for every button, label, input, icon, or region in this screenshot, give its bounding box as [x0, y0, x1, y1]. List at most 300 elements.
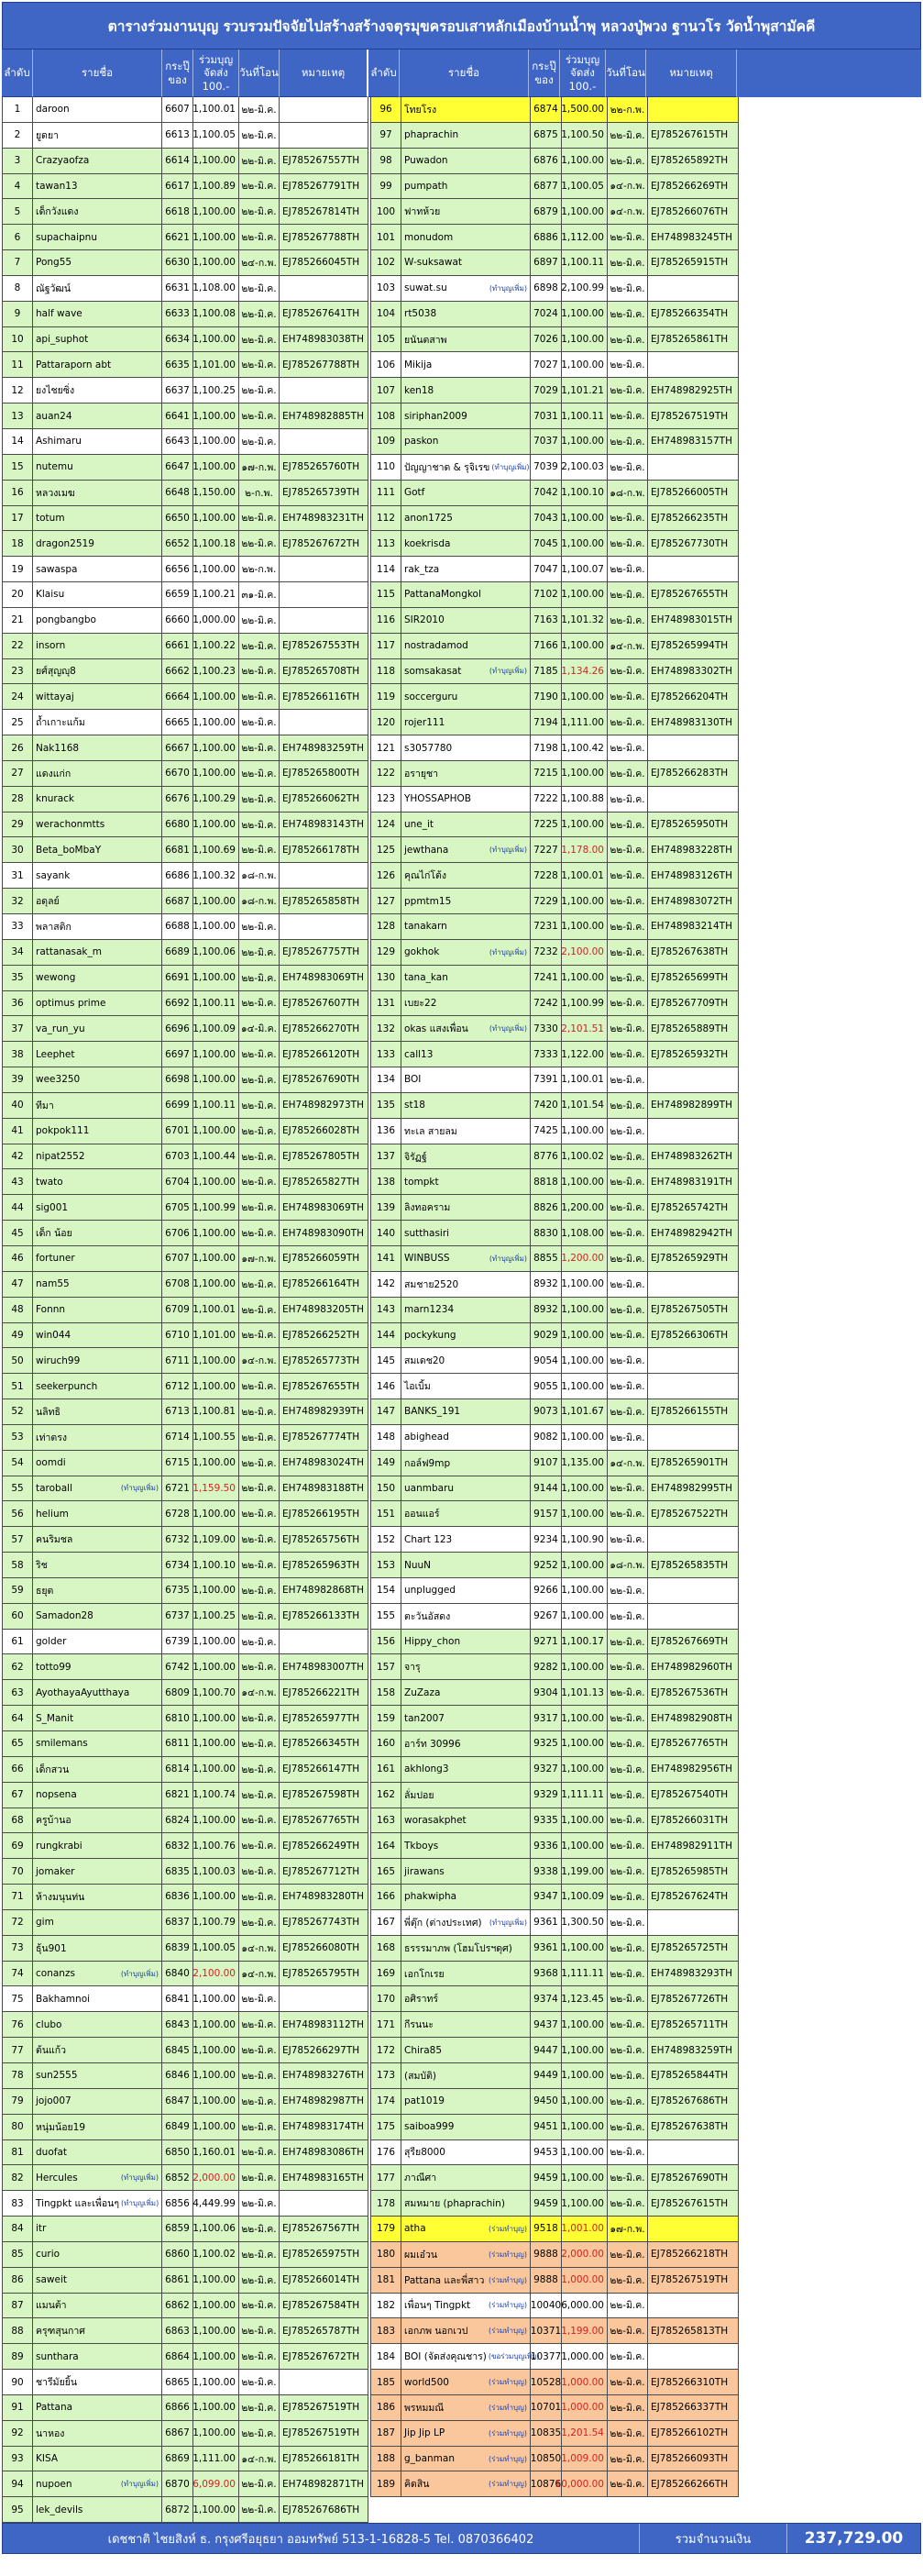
table-row [2, 123, 368, 149]
tracking-note: EJ785266249TH [280, 1833, 368, 1859]
table-row [2, 940, 368, 966]
table-row [370, 761, 739, 787]
row-index: 68 [2, 1808, 33, 1834]
tracking-note: EJ785266045TH [280, 250, 368, 276]
tracking-note: EJ785266181TH [280, 2447, 368, 2472]
donor-name: rak_tza [404, 563, 440, 575]
tracking-note: EJ785265795TH [280, 1962, 368, 1987]
transfer-date: ๒๒-มิ.ค. [239, 506, 280, 532]
order-number: 6680 [162, 813, 193, 838]
order-number: 6870 [162, 2471, 193, 2497]
donor-name-cell [33, 352, 162, 378]
transfer-date: ๒๒-มิ.ค. [239, 1476, 280, 1502]
transfer-date: ๒๒-มิ.ค. [239, 914, 280, 940]
transfer-date: ๒๒-มิ.ค. [608, 1986, 648, 2012]
donor-name: ธุ้น901 [36, 1942, 67, 1954]
transfer-date: ๒๒-มิ.ค. [608, 2471, 648, 2497]
transfer-date: ๒๒-มิ.ค. [608, 2140, 648, 2166]
table-row [370, 149, 739, 174]
transfer-date: ๒๒-มิ.ค. [239, 1986, 280, 2012]
order-number: 6647 [162, 455, 193, 481]
tracking-note: EH748982885TH [280, 404, 368, 429]
row-index: 150 [370, 1476, 401, 1502]
row-index: 23 [2, 659, 33, 685]
donor-name: ZuZaza [404, 1686, 441, 1698]
donor-name-cell [33, 455, 162, 481]
donation-amount: 1,100.21 [193, 582, 239, 608]
tracking-note [280, 2191, 368, 2217]
table-row [2, 2165, 368, 2191]
donation-amount: 1,100.29 [193, 787, 239, 813]
donation-amount: 1,200.00 [562, 1246, 608, 1272]
donor-name: tompkt [404, 1176, 439, 1188]
donation-amount: 1,100.00 [562, 531, 608, 557]
donor-name-cell [33, 302, 162, 327]
transfer-date: ๒๒-มิ.ค. [608, 531, 648, 557]
table-row [2, 174, 368, 200]
donor-name: W-suksawat [404, 257, 462, 269]
row-index: 169 [370, 1962, 401, 1987]
donation-amount: 1,100.76 [193, 1833, 239, 1859]
order-number: 7425 [531, 1119, 562, 1144]
donor-name: daroon [36, 104, 70, 116]
donation-amount: 1,100.05 [193, 123, 239, 149]
table-row [2, 1195, 368, 1221]
donor-name-cell [401, 1067, 531, 1093]
row-index: 147 [370, 1399, 401, 1425]
donor-name: สมเดช20 [404, 1355, 445, 1367]
donor-name-cell [33, 582, 162, 608]
donation-amount: 1,100.23 [193, 659, 239, 685]
donor-name-cell [401, 250, 531, 276]
transfer-date: ๒๒-มิ.ค. [608, 2165, 648, 2191]
order-number: 6879 [531, 199, 562, 225]
transfer-date: ๒๒-มิ.ค. [239, 787, 280, 813]
donation-amount: 1,100.00 [562, 1604, 608, 1630]
table-row [370, 97, 739, 123]
donor-name: rungkrabi [36, 1840, 82, 1852]
transfer-date: ๒๒-มิ.ค. [239, 659, 280, 685]
donor-name-cell [33, 940, 162, 966]
donor-name: Tingpkt และเพื่อนๆ [36, 2198, 120, 2210]
donor-name-cell [401, 1783, 531, 1808]
order-number: 6836 [162, 1885, 193, 1910]
donor-name-cell [401, 2268, 531, 2294]
row-index: 112 [370, 506, 401, 532]
donation-amount: 1,100.00 [193, 2344, 239, 2370]
donor-name-cell [33, 1348, 162, 1374]
row-index: 54 [2, 1451, 33, 1476]
donation-amount: 1,100.00 [562, 1808, 608, 1834]
row-index: 89 [2, 2344, 33, 2370]
transfer-date: ๒๒-มิ.ค. [608, 327, 648, 353]
table-row [2, 659, 368, 685]
donor-name: tan2007 [404, 1712, 445, 1724]
tracking-note: EJ785267788TH [280, 352, 368, 378]
row-index: 110 [370, 455, 401, 481]
donor-name-cell [33, 506, 162, 532]
row-index: 60 [2, 1604, 33, 1630]
table-row [370, 2242, 739, 2268]
order-number: 6617 [162, 174, 193, 200]
transfer-date: ๒๒-มิ.ค. [608, 1833, 648, 1859]
tracking-note: EJ785267540TH [648, 1783, 739, 1808]
tracking-note: EJ785267519TH [648, 404, 739, 429]
transfer-date: ๑๔-ก.พ. [608, 1451, 648, 1476]
donor-name: นาหอง [36, 2427, 65, 2439]
row-index: 32 [2, 889, 33, 914]
donor-name: อรายุชา [404, 768, 439, 779]
donor-name: เด็กวังแดง [36, 206, 79, 218]
donation-amount: 1,100.00 [193, 914, 239, 940]
table-row [370, 1604, 739, 1630]
transfer-date: ๒๒-มิ.ค. [239, 352, 280, 378]
donor-name: อศิราทร์ [404, 1994, 439, 2006]
order-number: 9266 [531, 1578, 562, 1604]
donation-tag: (ทำบุญเพิ่ม) [489, 846, 527, 855]
donor-name: ทะเล สายลม [404, 1125, 457, 1137]
header-note-right: หมายเหตุ [646, 50, 737, 97]
order-number: 6886 [531, 225, 562, 250]
table-row [370, 863, 739, 889]
transfer-date: ๒๒-มิ.ค. [608, 1783, 648, 1808]
table-row [370, 1144, 739, 1170]
donor-name: helium [36, 1508, 69, 1520]
row-index: 67 [2, 1783, 33, 1808]
donor-name-cell [33, 1527, 162, 1553]
order-number: 6835 [162, 1859, 193, 1885]
donor-name-cell [33, 199, 162, 225]
transfer-date: ๒๒-มิ.ค. [608, 225, 648, 250]
tracking-note: EJ785267638TH [648, 2115, 739, 2140]
row-index: 1 [2, 97, 33, 123]
order-number: 6712 [162, 1374, 193, 1399]
donation-amount: 4,449.99 [193, 2191, 239, 2217]
transfer-date: ๒๒-มิ.ค. [239, 2421, 280, 2447]
table-row [370, 1093, 739, 1119]
table-row [2, 1451, 368, 1476]
donation-amount: 1,100.02 [193, 2242, 239, 2268]
tracking-note: EJ785266059TH [280, 1246, 368, 1272]
donor-name: nupoen [36, 2478, 72, 2490]
transfer-date: ๒๒-มิ.ค. [608, 352, 648, 378]
order-number: 6706 [162, 1221, 193, 1246]
donation-amount: 1,123.45 [562, 1986, 608, 2012]
order-number: 7391 [531, 1067, 562, 1093]
table-row [370, 1399, 739, 1425]
donor-name-cell [401, 1757, 531, 1783]
tracking-note [648, 557, 739, 582]
tracking-note: EH748983276TH [280, 2063, 368, 2089]
order-number: 7194 [531, 710, 562, 735]
donation-amount: 1,100.00 [193, 327, 239, 353]
donation-amount: 2,000.00 [193, 2165, 239, 2191]
donation-amount: 1,100.00 [193, 1731, 239, 1757]
row-index: 134 [370, 1067, 401, 1093]
donation-amount: 1,100.01 [562, 863, 608, 889]
transfer-date: ๒๒-มิ.ค. [608, 1119, 648, 1144]
row-index: 90 [2, 2370, 33, 2395]
transfer-date: ๑๔-มิ.ค. [239, 1016, 280, 1042]
row-index: 102 [370, 250, 401, 276]
table-row [370, 1195, 739, 1221]
donor-name-cell [401, 710, 531, 735]
row-index: 30 [2, 837, 33, 863]
table-row [2, 1272, 368, 1298]
tracking-note: EH748983165TH [280, 2165, 368, 2191]
donation-amount: 1,100.00 [562, 1119, 608, 1144]
donation-amount: 1,111.11 [562, 1783, 608, 1808]
header-order-line1-right: กระปุ๊ [532, 60, 556, 73]
row-index: 79 [2, 2089, 33, 2115]
tracking-note: EH748983214TH [648, 914, 739, 940]
row-index: 81 [2, 2140, 33, 2166]
donation-amount: 1,100.01 [193, 97, 239, 123]
order-number: 6864 [162, 2344, 193, 2370]
donor-name: anon1725 [404, 512, 453, 524]
tracking-note [648, 1578, 739, 1604]
donor-name-cell [33, 1680, 162, 1706]
page-title: ตารางร่วมงานบุญ รวบรวมปัจจัยไปสร้างสร้างจตุรมุขครอบเสาหลักเมืองบ้านน้ำพุ หลวงปู่พวง ฐานวโร วัดน้ำพุสามัคคี [2, 2, 921, 50]
donor-name-cell [401, 1425, 531, 1451]
order-number: 10377 [531, 2344, 562, 2370]
donation-amount: 1,100.00 [562, 813, 608, 838]
table-row [2, 2191, 368, 2217]
order-number: 9888 [531, 2242, 562, 2268]
order-number: 9252 [531, 1553, 562, 1578]
row-index: 5 [2, 199, 33, 225]
tracking-note: EJ785267774TH [280, 1425, 368, 1451]
table-row [2, 2395, 368, 2421]
transfer-date: ๒๒-มิ.ค. [239, 1323, 280, 1349]
donor-name: Chira85 [404, 2044, 443, 2056]
transfer-date: ๒๒-ก.พ. [239, 557, 280, 582]
tracking-note: EJ785266178TH [280, 837, 368, 863]
donation-amount: 1,100.00 [562, 914, 608, 940]
donation-amount: 1,100.09 [193, 1016, 239, 1042]
tracking-note [280, 1986, 368, 2012]
donor-name: win044 [36, 1329, 71, 1341]
donation-amount: 1,160.01 [193, 2140, 239, 2166]
donation-amount: 1,100.00 [562, 1654, 608, 1680]
donor-name: กอล์ฟ9mp [404, 1457, 451, 1469]
table-row [2, 302, 368, 327]
tracking-note: EJ785267765TH [280, 1808, 368, 1834]
transfer-date: ๒๒-มิ.ค. [608, 837, 648, 863]
donor-name-cell [33, 659, 162, 685]
transfer-date: ๒๒-มิ.ค. [608, 1348, 648, 1374]
donation-amount: 1,100.00 [562, 327, 608, 353]
row-index: 178 [370, 2191, 401, 2217]
tracking-note: EH748983112TH [280, 2012, 368, 2038]
row-index: 71 [2, 1885, 33, 1910]
order-number: 9234 [531, 1527, 562, 1553]
transfer-date: ๒๒-มิ.ค. [608, 1221, 648, 1246]
transfer-date: ๒๒-มิ.ค. [608, 1501, 648, 1527]
donation-amount: 1,100.00 [562, 1298, 608, 1323]
transfer-date: ๒๒-มิ.ค. [239, 2217, 280, 2242]
donor-name-cell [33, 149, 162, 174]
donor-name-cell [33, 1374, 162, 1399]
donor-name: nam55 [36, 1278, 70, 1290]
order-number: 6696 [162, 1016, 193, 1042]
order-number: 6852 [162, 2165, 193, 2191]
order-number: 6661 [162, 634, 193, 659]
row-index: 143 [370, 1298, 401, 1323]
donation-amount: 1,100.08 [193, 302, 239, 327]
tracking-note: EH748983069TH [280, 1195, 368, 1221]
row-index: 123 [370, 787, 401, 813]
donor-name: fortuner [36, 1253, 75, 1265]
table-row [2, 250, 368, 276]
header-order [162, 50, 193, 97]
tracking-note: EJ785267765TH [648, 1731, 739, 1757]
order-number: 8826 [531, 1195, 562, 1221]
order-number: 6877 [531, 174, 562, 200]
order-number: 7241 [531, 966, 562, 991]
transfer-date: ๒๒-มิ.ค. [608, 2268, 648, 2294]
donor-name: duofat [36, 2146, 67, 2158]
donor-name-cell [33, 1016, 162, 1042]
tracking-note: EH748983174TH [280, 2115, 368, 2140]
table-row [370, 1221, 739, 1246]
donor-name: pat1019 [404, 2095, 445, 2107]
donor-name: sunthara [36, 2350, 79, 2362]
donation-amount: 1,100.00 [193, 250, 239, 276]
order-number: 6728 [162, 1501, 193, 1527]
tracking-note: EJ785265977TH [280, 1706, 368, 1731]
table-row [2, 506, 368, 532]
donor-name: g_banman [404, 2453, 455, 2465]
transfer-date: ๒๒-มิ.ค. [239, 327, 280, 353]
table-row [2, 1221, 368, 1246]
row-index: 135 [370, 1093, 401, 1119]
table-row [2, 1067, 368, 1093]
transfer-date: ๒๒-มิ.ค. [608, 2012, 648, 2038]
donor-name: une_it [404, 819, 434, 831]
order-number: 7027 [531, 352, 562, 378]
transfer-date: ๒๒-มิ.ค. [608, 761, 648, 787]
order-number: 6710 [162, 1323, 193, 1349]
donation-amount: 1,100.00 [193, 2497, 239, 2523]
donor-name-cell [33, 1323, 162, 1349]
table-row [370, 1962, 739, 1987]
donation-amount: 1,201.54 [562, 2421, 608, 2447]
tracking-note: EH748983280TH [280, 1885, 368, 1910]
order-number: 7227 [531, 837, 562, 863]
table-row [2, 2447, 368, 2472]
row-index: 28 [2, 787, 33, 813]
table-row [2, 1680, 368, 1706]
table-row [2, 1246, 368, 1272]
table-row [2, 2318, 368, 2344]
table-row [370, 276, 739, 302]
donation-tag: (ทำบุญเพิ่ม) [120, 1969, 159, 1978]
table-row [2, 199, 368, 225]
order-number: 6670 [162, 761, 193, 787]
donor-name: PattanaMongkol [404, 589, 481, 601]
table-row [2, 404, 368, 429]
row-index: 180 [370, 2242, 401, 2268]
row-index: 171 [370, 2012, 401, 2038]
donation-amount: 1,100.70 [193, 1680, 239, 1706]
transfer-date: ๒๒-มิ.ค. [239, 1833, 280, 1859]
transfer-date: ๒๒-มิ.ค. [608, 1910, 648, 1936]
donation-amount: 1,009.00 [562, 2447, 608, 2472]
header-note: หมายเหตุ [280, 50, 368, 97]
transfer-date: ๒๒-มิ.ค. [239, 991, 280, 1017]
transfer-date: ๒๒-มิ.ค. [239, 2294, 280, 2319]
row-index: 15 [2, 455, 33, 481]
donor-name-cell [401, 761, 531, 787]
transfer-date: ๒๒-มิ.ค. [608, 1859, 648, 1885]
donor-name: ยูดยา [36, 129, 60, 141]
row-index: 37 [2, 1016, 33, 1042]
table-row [2, 1859, 368, 1885]
donor-name-cell [33, 378, 162, 404]
row-index: 17 [2, 506, 33, 532]
order-number: 7039 [531, 455, 562, 481]
donation-amount: 1,100.00 [193, 1119, 239, 1144]
tracking-note: EH748983245TH [648, 225, 739, 250]
donor-name-cell [401, 506, 531, 532]
row-index: 156 [370, 1630, 401, 1655]
row-index: 162 [370, 1783, 401, 1808]
row-index: 177 [370, 2165, 401, 2191]
donor-name-cell [33, 1783, 162, 1808]
donor-name-cell [401, 2115, 531, 2140]
order-number: 8830 [531, 1221, 562, 1246]
tracking-note: EJ785267557TH [280, 149, 368, 174]
row-index: 133 [370, 1042, 401, 1067]
donation-amount: 1,100.00 [193, 2012, 239, 2038]
left-column [2, 97, 368, 2523]
table-row [370, 991, 739, 1017]
donor-name-cell [401, 455, 531, 481]
donation-amount: 1,100.00 [193, 404, 239, 429]
donation-tag: (ทำบุญเพิ่ม) [120, 1484, 159, 1493]
donor-name: Gotf [404, 487, 425, 499]
order-number: 7190 [531, 684, 562, 710]
donor-name-cell [33, 1962, 162, 1987]
donor-name-cell [401, 1808, 531, 1834]
order-number: 10040 [531, 2294, 562, 2319]
tracking-note [648, 1272, 739, 1298]
order-number: 6866 [162, 2395, 193, 2421]
tracking-note: EJ785267805TH [280, 1144, 368, 1170]
donor-name: atha [404, 2223, 426, 2235]
table-row [2, 1783, 368, 1808]
donation-tag: (ทำบุญเพิ่ม) [120, 2480, 159, 2489]
order-number: 6692 [162, 991, 193, 1017]
donation-amount: 1,100.00 [562, 2063, 608, 2089]
row-index: 175 [370, 2115, 401, 2140]
donor-name-cell [33, 2115, 162, 2140]
donor-name-cell [33, 684, 162, 710]
row-index: 174 [370, 2089, 401, 2115]
order-number: 9888 [531, 2268, 562, 2294]
donation-amount: 1,100.00 [562, 1731, 608, 1757]
donor-name-cell [401, 2191, 531, 2217]
donation-amount: 1,100.00 [562, 1833, 608, 1859]
tracking-note: EJ785266266TH [648, 2471, 739, 2497]
row-index: 27 [2, 761, 33, 787]
table-row [370, 813, 739, 838]
donor-name: Klaisu [36, 589, 65, 601]
table-row [370, 2012, 739, 2038]
donor-name: rattanasak_m [36, 946, 102, 958]
row-index: 44 [2, 1195, 33, 1221]
